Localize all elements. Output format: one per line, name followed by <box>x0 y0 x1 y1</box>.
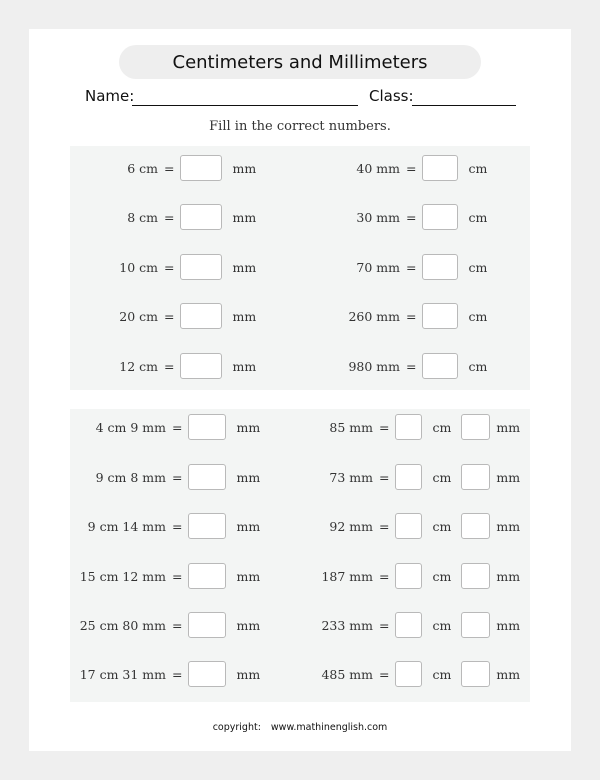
unit-label: mm <box>496 419 521 435</box>
unit-label: cm <box>468 308 488 324</box>
s1-right-row <box>300 303 487 329</box>
unit-label: cm <box>432 518 452 534</box>
answer-box[interactable] <box>188 513 226 539</box>
equals-sign: = <box>172 617 183 633</box>
equals-sign: = <box>172 666 183 682</box>
answer-box[interactable] <box>422 204 458 230</box>
unit-label: mm <box>496 518 521 534</box>
expression: 187 mm <box>321 568 373 584</box>
equals-sign: = <box>379 666 390 682</box>
unit-label: mm <box>236 617 261 633</box>
answer-box[interactable] <box>180 204 222 230</box>
instruction-text: Fill in the correct numbers. <box>209 119 391 134</box>
section2-panel <box>70 409 530 702</box>
expression: 20 cm <box>119 308 158 324</box>
equals-sign: = <box>406 160 417 176</box>
expression: 10 cm <box>119 259 158 275</box>
unit-label: cm <box>432 419 452 435</box>
s2-left-row <box>70 513 260 539</box>
expression: 12 cm <box>119 358 158 374</box>
s1-right-row <box>300 353 487 379</box>
unit-label: cm <box>432 666 452 682</box>
expression: 30 mm <box>356 209 400 225</box>
answer-box[interactable] <box>180 155 222 181</box>
equals-sign: = <box>172 568 183 584</box>
s2-left-row <box>70 661 260 687</box>
worksheet-page <box>29 29 571 751</box>
s2-right-row <box>300 464 520 490</box>
mm-answer-box[interactable] <box>461 513 490 539</box>
equals-sign: = <box>406 209 417 225</box>
s1-right-row <box>300 204 487 230</box>
equals-sign: = <box>379 469 390 485</box>
expression: 6 cm <box>127 160 158 176</box>
answer-box[interactable] <box>188 414 226 440</box>
expression: 233 mm <box>321 617 373 633</box>
answer-box[interactable] <box>422 303 458 329</box>
s1-left-row <box>70 155 256 181</box>
cm-answer-box[interactable] <box>395 464 422 490</box>
cm-answer-box[interactable] <box>395 563 422 589</box>
answer-box[interactable] <box>188 563 226 589</box>
unit-label: mm <box>496 568 521 584</box>
s1-left-row <box>70 353 256 379</box>
equals-sign: = <box>406 358 417 374</box>
cm-answer-box[interactable] <box>395 513 422 539</box>
s1-left-row <box>70 303 256 329</box>
expression: 85 mm <box>329 419 373 435</box>
answer-box[interactable] <box>422 353 458 379</box>
s2-left-row <box>70 612 260 638</box>
answer-box[interactable] <box>180 303 222 329</box>
unit-label: cm <box>468 160 488 176</box>
s2-right-row <box>300 414 520 440</box>
s2-right-row <box>300 612 520 638</box>
mm-answer-box[interactable] <box>461 563 490 589</box>
unit-label: mm <box>232 160 257 176</box>
equals-sign: = <box>406 259 417 275</box>
equals-sign: = <box>406 308 417 324</box>
expression: 4 cm 9 mm <box>95 419 166 435</box>
s1-left-row <box>70 254 256 280</box>
expression: 980 mm <box>348 358 400 374</box>
unit-label: mm <box>236 666 261 682</box>
unit-label: cm <box>432 568 452 584</box>
expression: 70 mm <box>356 259 400 275</box>
equals-sign: = <box>172 419 183 435</box>
s2-left-row <box>70 414 260 440</box>
copyright-label: copyright: <box>212 722 261 733</box>
equals-sign: = <box>379 419 390 435</box>
section1-panel <box>70 146 530 390</box>
unit-label: mm <box>496 666 521 682</box>
answer-box[interactable] <box>188 612 226 638</box>
cm-answer-box[interactable] <box>395 414 422 440</box>
s2-right-row <box>300 563 520 589</box>
unit-label: mm <box>232 308 257 324</box>
unit-label: mm <box>232 358 257 374</box>
class-label: Class: <box>369 87 414 105</box>
expression: 40 mm <box>356 160 400 176</box>
s2-right-row <box>300 513 520 539</box>
name-label: Name: <box>85 87 135 105</box>
expression: 9 cm 14 mm <box>87 518 166 534</box>
expression: 260 mm <box>348 308 400 324</box>
mm-answer-box[interactable] <box>461 464 490 490</box>
s1-right-row <box>300 254 487 280</box>
equals-sign: = <box>164 209 175 225</box>
unit-label: cm <box>432 617 452 633</box>
equals-sign: = <box>164 160 175 176</box>
expression: 17 cm 31 mm <box>79 666 166 682</box>
answer-box[interactable] <box>422 254 458 280</box>
answer-box[interactable] <box>180 254 222 280</box>
s1-right-row <box>300 155 487 181</box>
equals-sign: = <box>172 518 183 534</box>
s2-left-row <box>70 563 260 589</box>
answer-box[interactable] <box>188 464 226 490</box>
answer-box[interactable] <box>422 155 458 181</box>
expression: 8 cm <box>127 209 158 225</box>
equals-sign: = <box>379 518 390 534</box>
s2-right-row <box>300 661 520 687</box>
worksheet-title: Centimeters and Millimeters <box>119 45 481 79</box>
equals-sign: = <box>172 469 183 485</box>
class-blank-line[interactable] <box>412 105 516 106</box>
equals-sign: = <box>164 308 175 324</box>
unit-label: cm <box>468 259 488 275</box>
equals-sign: = <box>164 259 175 275</box>
unit-label: mm <box>232 259 257 275</box>
answer-box[interactable] <box>180 353 222 379</box>
unit-label: mm <box>236 469 261 485</box>
unit-label: cm <box>468 209 488 225</box>
expression: 73 mm <box>329 469 373 485</box>
unit-label: mm <box>236 568 261 584</box>
expression: 9 cm 8 mm <box>95 469 166 485</box>
s2-left-row <box>70 464 260 490</box>
name-blank-line[interactable] <box>132 105 358 106</box>
expression: 92 mm <box>329 518 373 534</box>
unit-label: mm <box>496 617 521 633</box>
expression: 485 mm <box>321 666 373 682</box>
cm-answer-box[interactable] <box>395 661 422 687</box>
copyright-footer <box>29 722 571 733</box>
s1-left-row <box>70 204 256 230</box>
expression: 15 cm 12 mm <box>79 568 166 584</box>
unit-label: mm <box>496 469 521 485</box>
equals-sign: = <box>379 617 390 633</box>
expression: 25 cm 80 mm <box>79 617 166 633</box>
mm-answer-box[interactable] <box>461 661 490 687</box>
unit-label: mm <box>236 518 261 534</box>
unit-label: mm <box>232 209 257 225</box>
equals-sign: = <box>164 358 175 374</box>
answer-box[interactable] <box>188 661 226 687</box>
equals-sign: = <box>379 568 390 584</box>
mm-answer-box[interactable] <box>461 414 490 440</box>
website-link[interactable]: www.mathinenglish.com <box>270 722 388 733</box>
unit-label: cm <box>432 469 452 485</box>
mm-answer-box[interactable] <box>461 612 490 638</box>
unit-label: cm <box>468 358 488 374</box>
cm-answer-box[interactable] <box>395 612 422 638</box>
unit-label: mm <box>236 419 261 435</box>
